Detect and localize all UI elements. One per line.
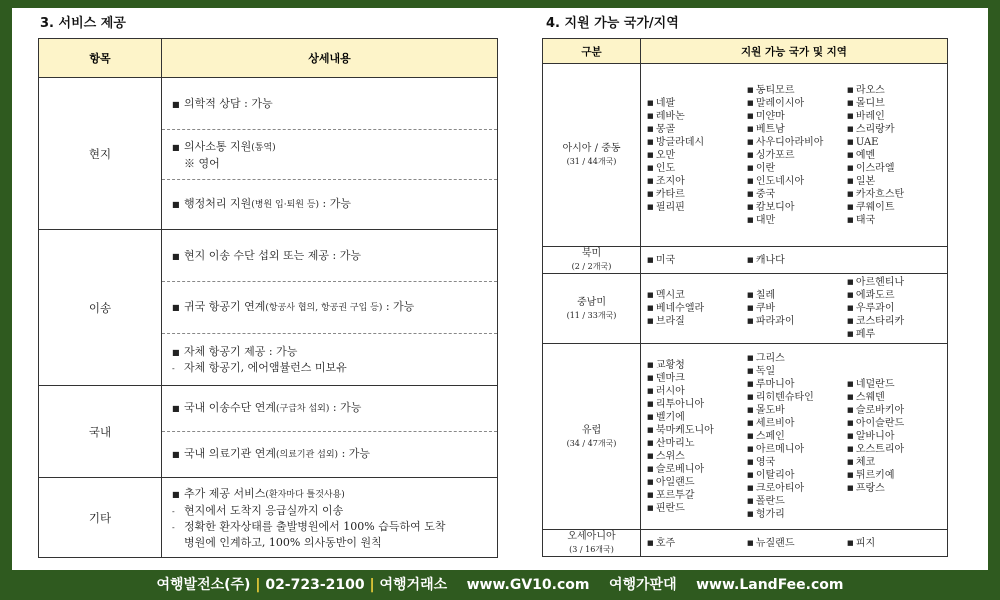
country-item: ■ 이란	[747, 162, 847, 175]
region-name: 아시아 / 중동	[562, 143, 621, 154]
country-column	[647, 254, 747, 267]
country-item: ■ 호주	[647, 537, 747, 550]
header-category: 구분	[543, 39, 641, 64]
country-item: ■ 미국	[647, 254, 747, 267]
service-detail	[162, 130, 498, 180]
detail-text: 현지 이송 수단 섭외 또는 제공 : 가능	[184, 248, 361, 262]
bullet: ■	[172, 99, 180, 109]
service-row	[39, 78, 498, 130]
region-cell	[543, 247, 641, 274]
country-item: ■ 대만	[747, 214, 847, 227]
country-item: ■ 캐나다	[747, 254, 847, 267]
country-item: ■ 조지아	[647, 175, 747, 188]
footer-phone: 02-723-2100	[265, 577, 365, 593]
country-item: ■ 스웨덴	[847, 391, 947, 404]
region-count: (2 / 2개국)	[571, 262, 612, 271]
country-list	[641, 530, 948, 557]
country-item: ■ 오만	[647, 149, 747, 162]
header-detail: 상세내용	[162, 39, 498, 78]
country-column	[847, 276, 947, 341]
region-count: (31 / 44개국)	[566, 157, 617, 166]
country-item: ■ 슬로베니아	[647, 463, 747, 476]
country-item: ■ 필리핀	[647, 201, 747, 214]
country-column	[747, 254, 847, 267]
detail-line	[172, 360, 497, 376]
footer-company: 여행발전소(주)	[156, 577, 251, 593]
country-item: ■ 독일	[747, 365, 847, 378]
country-item: ■ 말레이시아	[747, 97, 847, 110]
detail-line	[172, 248, 497, 264]
detail-line	[172, 486, 497, 503]
country-column	[647, 537, 747, 550]
country-item: ■ 중국	[747, 188, 847, 201]
region-count: (34 / 47개국)	[566, 438, 617, 448]
bullet: ■	[172, 200, 180, 209]
service-category: 이송	[39, 230, 162, 386]
footer-price-link[interactable]: www.LandFee.com	[696, 577, 844, 593]
country-item: ■ 산마리노	[647, 437, 747, 450]
detail-note: (구급차 섭외)	[276, 404, 330, 414]
header-countries: 지원 가능 국가 및 지역	[641, 39, 948, 64]
country-item: ■ 에콰도르	[847, 289, 947, 302]
country-item: ■ 몰디브	[847, 97, 947, 110]
country-list	[641, 247, 948, 274]
service-detail	[162, 282, 498, 334]
detail-line	[172, 535, 497, 550]
country-item: ■ 포르투갈	[647, 489, 747, 502]
region-count: (3 / 16개국)	[569, 545, 614, 554]
detail-line	[172, 156, 497, 171]
country-item: ■ 멕시코	[647, 289, 747, 302]
country-item: ■ 피지	[847, 537, 947, 550]
country-item: ■ 사우디아라비아	[747, 136, 847, 149]
detail-text: 국내 이송수단 연계	[184, 401, 277, 414]
region-cell	[543, 274, 641, 344]
country-item: ■ 교황청	[647, 359, 747, 372]
region-cell	[543, 530, 641, 557]
country-item: ■ 베트남	[747, 123, 847, 136]
country-item: ■ 알바니아	[847, 430, 947, 443]
country-list	[641, 64, 948, 247]
country-column	[747, 84, 847, 227]
detail-tail: : 가능	[382, 300, 415, 313]
footer-separator: |	[369, 577, 380, 593]
bullet: ■	[172, 450, 180, 459]
footer-exchange-label: 여행거래소	[379, 577, 448, 593]
country-item: ■ 네팔	[647, 97, 747, 110]
country-item: ■ 아이슬란드	[847, 417, 947, 430]
country-item: ■ 캄보디아	[747, 201, 847, 214]
footer-separator: |	[255, 577, 266, 593]
country-column	[647, 289, 747, 328]
bullet: ■	[172, 347, 180, 357]
detail-text: ※ 영어	[184, 156, 220, 170]
country-item: ■ 페루	[847, 328, 947, 341]
bullet: -	[172, 363, 175, 373]
footer-exchange-link[interactable]: www.GV10.com	[466, 577, 590, 593]
bullet: ■	[172, 303, 180, 312]
detail-text: 귀국 항공기 연계	[184, 300, 266, 313]
country-item: ■ 예멘	[847, 149, 947, 162]
country-item: ■ 아르헨티나	[847, 276, 947, 289]
detail-text: 병원에 인계하고, 100% 의사동반이 원칙	[184, 535, 382, 549]
service-detail	[162, 230, 498, 282]
detail-text: 의학적 상담 : 가능	[184, 96, 273, 110]
detail-line	[172, 400, 497, 417]
region-row	[543, 64, 948, 247]
country-item: ■ 코스타리카	[847, 315, 947, 328]
service-detail	[162, 386, 498, 432]
country-item: ■ 이스라엘	[847, 162, 947, 175]
country-item: ■ 우루과이	[847, 302, 947, 315]
detail-text: 현지에서 도착지 응급실까지 이송	[184, 503, 344, 517]
country-item: ■ 파라과이	[747, 315, 847, 328]
service-category: 국내	[39, 386, 162, 478]
service-category: 기타	[39, 478, 162, 558]
country-item: ■ 크로아티아	[747, 482, 847, 495]
country-item: ■ 북마케도니아	[647, 424, 747, 437]
country-column	[747, 289, 847, 328]
country-columns	[647, 276, 947, 341]
region-row	[543, 344, 948, 530]
country-item: ■ 폴란드	[747, 495, 847, 508]
header-item: 항목	[39, 39, 162, 78]
footer-bar	[0, 572, 1000, 598]
country-item: ■ 인도네시아	[747, 175, 847, 188]
country-item: ■ 몽골	[647, 123, 747, 136]
country-item: ■ 헝가리	[747, 508, 847, 521]
country-item: ■ 베네수엘라	[647, 302, 747, 315]
country-item: ■ 스리랑카	[847, 123, 947, 136]
bullet: -	[172, 506, 175, 516]
country-item: ■ 라오스	[847, 84, 947, 97]
country-item: ■ UAE	[847, 136, 947, 149]
bullet: -	[172, 522, 175, 532]
country-list	[641, 344, 948, 530]
detail-line	[172, 196, 497, 213]
region-row	[543, 530, 948, 557]
detail-line	[172, 446, 497, 463]
service-detail	[162, 78, 498, 130]
country-item: ■ 튀르키예	[847, 469, 947, 482]
service-row	[39, 230, 498, 282]
document-page	[12, 8, 988, 570]
section3-title: 3. 서비스 제공	[40, 16, 126, 31]
service-detail	[162, 180, 498, 230]
country-item: ■ 프랑스	[847, 482, 947, 495]
service-row	[39, 386, 498, 432]
bullet: ■	[172, 489, 180, 499]
country-list	[641, 274, 948, 344]
country-item: ■ 핀란드	[647, 502, 747, 515]
detail-text: 의사소통 지원	[184, 139, 252, 153]
service-detail	[162, 334, 498, 386]
region-row	[543, 247, 948, 274]
country-item: ■ 쿠웨이트	[847, 201, 947, 214]
country-column	[647, 97, 747, 214]
country-item: ■ 리투아니아	[647, 398, 747, 411]
country-item: ■ 바레인	[847, 110, 947, 123]
country-item: ■ 덴마크	[647, 372, 747, 385]
region-cell	[543, 344, 641, 530]
detail-line	[172, 503, 497, 519]
country-columns	[647, 84, 947, 227]
detail-line	[172, 139, 497, 156]
country-item: ■ 브라질	[647, 315, 747, 328]
service-table	[38, 38, 498, 558]
country-column	[747, 352, 847, 521]
detail-note: (의료기관 섭외)	[276, 450, 339, 460]
country-item: ■ 카자흐스탄	[847, 188, 947, 201]
country-item: ■ 영국	[747, 456, 847, 469]
detail-line	[172, 519, 497, 535]
country-columns	[647, 254, 947, 267]
country-column	[847, 84, 947, 227]
country-item: ■ 체코	[847, 456, 947, 469]
bullet: ■	[172, 251, 180, 261]
section4-title: 4. 지원 가능 국가/지역	[546, 16, 679, 31]
service-detail	[162, 478, 498, 558]
country-item: ■ 벨기에	[647, 411, 747, 424]
country-item: ■ 그리스	[747, 352, 847, 365]
country-item: ■ 태국	[847, 214, 947, 227]
country-item: ■ 카타르	[647, 188, 747, 201]
country-item: ■ 스페인	[747, 430, 847, 443]
service-row	[39, 478, 498, 558]
country-item: ■ 아르메니아	[747, 443, 847, 456]
bullet: ■	[172, 404, 180, 413]
country-item: ■ 미얀마	[747, 110, 847, 123]
detail-line	[172, 96, 497, 112]
region-name: 북미	[581, 248, 602, 259]
region-cell	[543, 64, 641, 247]
country-column	[747, 537, 847, 550]
detail-tail: : 가능	[329, 401, 362, 414]
country-item: ■ 몰도바	[747, 404, 847, 417]
detail-text: 자체 항공기, 에어앰뷸런스 미보유	[184, 360, 347, 374]
detail-note: (항공사 협의, 항공권 구입 등)	[265, 303, 383, 313]
service-category: 현지	[39, 78, 162, 230]
country-item: ■ 동티모르	[747, 84, 847, 97]
country-item: ■ 오스트리아	[847, 443, 947, 456]
region-row	[543, 274, 948, 344]
country-item: ■ 네덜란드	[847, 378, 947, 391]
country-item: ■ 세르비아	[747, 417, 847, 430]
country-item: ■ 쿠바	[747, 302, 847, 315]
country-item: ■ 슬로바키아	[847, 404, 947, 417]
detail-tail: : 가능	[338, 447, 371, 460]
country-item: ■ 러시아	[647, 385, 747, 398]
country-item: ■ 방글라데시	[647, 136, 747, 149]
detail-tail: : 가능	[319, 197, 351, 210]
country-item: ■ 이탈리아	[747, 469, 847, 482]
country-item: ■ 싱가포르	[747, 149, 847, 162]
service-detail	[162, 432, 498, 478]
country-columns	[647, 352, 947, 521]
region-count: (11 / 33개국)	[566, 310, 617, 320]
detail-text: 행정처리 지원	[184, 197, 252, 210]
country-column	[847, 537, 947, 550]
country-item: ■ 아일랜드	[647, 476, 747, 489]
country-columns	[647, 537, 947, 550]
detail-note: (통역)	[251, 142, 276, 153]
detail-text: 국내 의료기관 연계	[184, 447, 277, 460]
detail-text: 정확한 환자상태를 출발병원에서 100% 습득하여 도착	[184, 519, 446, 533]
country-item: ■ 인도	[647, 162, 747, 175]
country-item: ■ 칠레	[747, 289, 847, 302]
detail-note: (환자마다 틀것사용)	[265, 489, 345, 500]
detail-line	[172, 299, 497, 316]
region-name: 중남미	[577, 296, 606, 308]
detail-text: 추가 제공 서비스	[184, 486, 266, 500]
country-item: ■ 뉴질랜드	[747, 537, 847, 550]
country-item: ■ 일본	[847, 175, 947, 188]
country-table	[542, 38, 948, 557]
region-name: 유럽	[581, 424, 602, 436]
country-column	[647, 359, 747, 515]
detail-line	[172, 344, 497, 360]
region-name: 오세아니아	[567, 531, 616, 542]
country-item: ■ 리히텐슈타인	[747, 391, 847, 404]
country-item: ■ 스위스	[647, 450, 747, 463]
footer-price-label: 여행가판대	[608, 577, 677, 593]
country-item: ■ 루마니아	[747, 378, 847, 391]
detail-text: 자체 항공기 제공 : 가능	[184, 344, 298, 358]
country-column	[847, 378, 947, 495]
bullet: ■	[172, 142, 180, 152]
detail-note: (병원 입·퇴원 등)	[251, 200, 320, 210]
country-item: ■ 레바논	[647, 110, 747, 123]
